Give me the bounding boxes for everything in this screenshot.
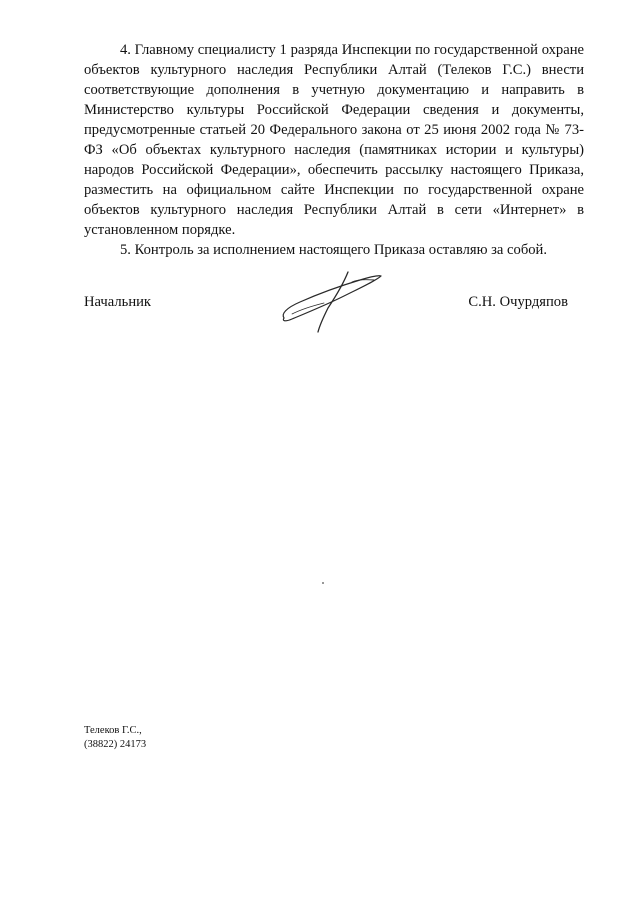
scan-speck <box>322 582 324 584</box>
paragraph-4: 4. Главному специалисту 1 разряда Инспекции по государственной охране объектов культурного наследия Республики Алтай (Телеков Г.С.) внести соответствующие дополнения в учетную документацию и направить в Министерство культуры Российской Федерации сведения и документы, предусмотренные статьей 20 Федерального закона от 25 июня 2002 года № 73-ФЗ «Об объектах культурного наследия (памятниках истории и культуры) народов Российской Федерации», обеспечить рассылку настоящего Приказа, разместить на официальном сайте Инспекции по государственной охране объектов культурного наследия Республики Алтай в сети «Интернет» в установленном порядке. <box>84 42 584 238</box>
signature-block <box>84 294 584 344</box>
executor-info <box>84 724 146 752</box>
paragraph-5: 5. Контроль за исполнением настоящего Приказа оставляю за собой. <box>120 242 548 258</box>
executor-name: Телеков Г.С., <box>84 725 142 736</box>
executor-phone: (38822) 24173 <box>84 739 147 750</box>
signatory-position: Начальник <box>84 294 152 310</box>
document-body <box>84 40 584 260</box>
signatory-name: С.Н. Очурдяпов <box>468 294 568 310</box>
handwritten-signature <box>278 270 390 338</box>
